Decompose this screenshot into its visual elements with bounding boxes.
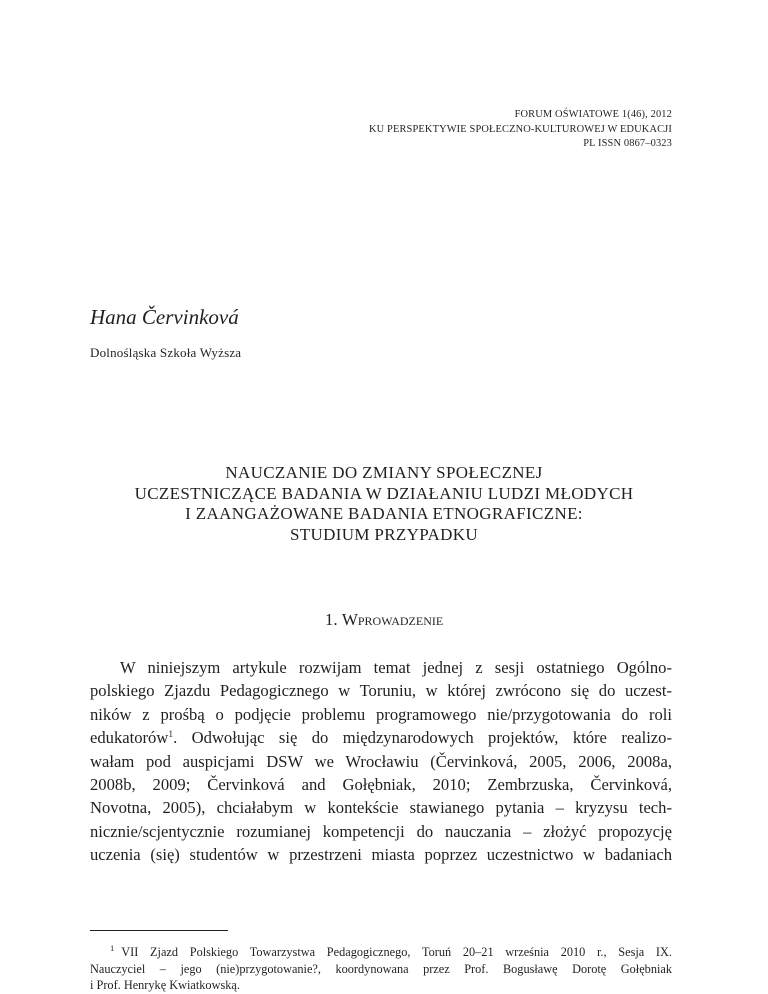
author-name: Hana Červinková — [90, 305, 239, 329]
running-header — [369, 108, 672, 152]
section-title: Wprowadzenie — [341, 610, 444, 629]
body-line — [90, 726, 672, 749]
footnote — [90, 944, 672, 994]
body-line: ników z prośbą o podjęcie problemu programowego nie/przygotowania do roli — [90, 704, 672, 724]
author-affiliation: Dolnośląska Szkoła Wyższa — [90, 345, 242, 360]
footnote-divider — [90, 930, 228, 931]
footnote-text: VII Zjazd Polskiego Towarzystwa Pedagogicznego, Toruń 20–21 września 2010 r., Sesja IX. — [121, 945, 672, 959]
footnote-line: i Prof. Henrykę Kwiatkowską. — [90, 978, 240, 993]
body-line: wałam pod auspicjami DSW we Wrocławiu (Červinková, 2005, 2006, 2008a, — [90, 751, 672, 771]
journal-issn: PL ISSN 0867–0323 — [583, 138, 672, 149]
journal-theme: KU PERSPEKTYWIE SPOŁECZNO-KULTUROWEJ W EDUKACJI — [369, 123, 672, 135]
body-line: W niniejszym artykule rozwijam temat jednej z sesji ostatniego Ogólno- — [120, 658, 672, 677]
footnote-line — [90, 944, 672, 961]
article-title — [0, 463, 768, 545]
footnote-reference: 1 — [168, 730, 174, 741]
body-text-segment: edukatorów — [90, 728, 169, 748]
body-line: nicznie/scjentycznie rozumianej kompetencji do nauczania – złożyć propozycję — [90, 821, 672, 841]
title-line: STUDIUM PRZYPADKU — [289, 524, 479, 544]
footnote-line: Nauczyciel – jego (nie)przygotowanie?, koordynowana przez Prof. Bogusławę Dorotę Gołębniak — [90, 961, 672, 976]
title-line: I ZAANGAŻOWANE BADANIA ETNOGRAFICZNE: — [185, 504, 583, 523]
body-line: uczenia (się) studentów w przestrzeni miasta poprzez uczestnictwo w badaniach — [90, 845, 672, 865]
section-heading — [0, 610, 768, 630]
section-number: 1. — [324, 610, 338, 629]
body-line: 2008b, 2009; Červinková and Gołębniak, 2010; Zembrzuska, Červinková, — [90, 774, 672, 794]
journal-issue: FORUM OŚWIATOWE 1(46), 2012 — [514, 109, 672, 120]
body-text — [90, 656, 672, 867]
footnote-mark: 1 — [110, 943, 115, 953]
title-line: UCZESTNICZĄCE BADANIA W DZIAŁANIU LUDZI MŁODYCH — [134, 483, 634, 503]
title-line: NAUCZANIE DO ZMIANY SPOŁECZNEJ — [225, 463, 543, 482]
body-line: Novotna, 2005), chciałabym w kontekście stawianego pytania – kryzysu tech- — [90, 798, 672, 818]
body-line: polskiego Zjazdu Pedagogicznego w Toruniu, w której zwrócono się do uczest- — [90, 681, 672, 701]
body-text-segment: . Odwołując się do międzynarodowych projektów, które realizo- — [173, 728, 672, 748]
